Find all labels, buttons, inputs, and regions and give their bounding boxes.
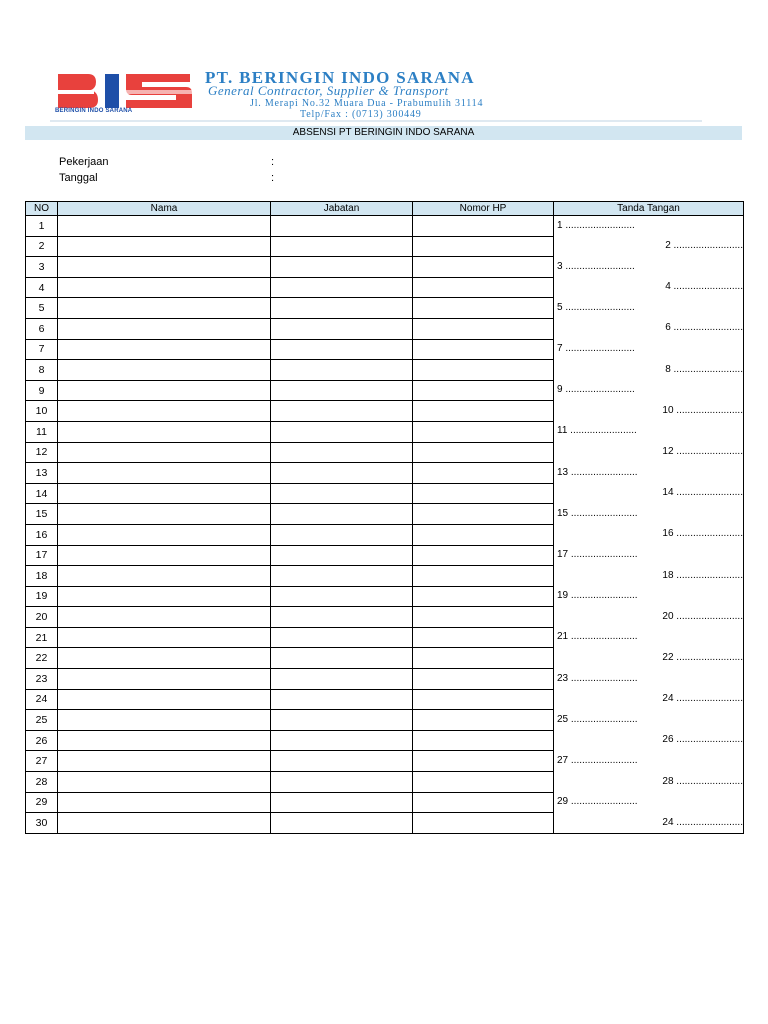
signature-line: 23 ........................ (557, 672, 638, 684)
table-row (26, 545, 744, 566)
table-row (26, 483, 744, 504)
nomor-hp-cell[interactable] (413, 586, 554, 607)
table-row (26, 504, 744, 525)
row-number: 5 (26, 298, 58, 319)
signature-cell[interactable] (554, 339, 744, 360)
signature-line: 21 ........................ (557, 631, 638, 643)
row-number: 25 (26, 710, 58, 731)
jabatan-cell[interactable] (271, 545, 413, 566)
signature-cell[interactable] (554, 730, 744, 751)
nama-cell[interactable] (58, 421, 271, 442)
nama-cell[interactable] (58, 648, 271, 669)
signature-cell[interactable] (554, 586, 744, 607)
nomor-hp-cell[interactable] (413, 730, 554, 751)
nomor-hp-cell[interactable] (413, 339, 554, 360)
signature-line: 15 ........................ (557, 507, 638, 519)
jabatan-cell[interactable] (271, 566, 413, 587)
nomor-hp-cell[interactable] (413, 648, 554, 669)
row-number: 22 (26, 648, 58, 669)
signature-line: 5 ......................... (557, 301, 635, 313)
row-number: 2 (26, 236, 58, 257)
nomor-hp-cell[interactable] (413, 298, 554, 319)
nomor-hp-cell[interactable] (413, 216, 554, 237)
signature-cell[interactable] (554, 648, 744, 669)
signature-cell[interactable] (554, 463, 744, 484)
signature-cell[interactable] (554, 751, 744, 772)
letterhead (45, 68, 707, 122)
signature-cell[interactable] (554, 792, 744, 813)
table-row (26, 669, 744, 690)
jabatan-cell[interactable] (271, 401, 413, 422)
signature-cell[interactable] (554, 566, 744, 587)
jabatan-cell[interactable] (271, 648, 413, 669)
row-number: 3 (26, 257, 58, 278)
nama-cell[interactable] (58, 483, 271, 504)
table-row (26, 257, 744, 278)
signature-line: 18 ........................ (662, 569, 743, 581)
jabatan-cell[interactable] (271, 380, 413, 401)
nomor-hp-cell[interactable] (413, 257, 554, 278)
nomor-hp-cell[interactable] (413, 483, 554, 504)
nomor-hp-cell[interactable] (413, 627, 554, 648)
nomor-hp-cell[interactable] (413, 380, 554, 401)
signature-line: 9 ......................... (557, 384, 635, 396)
nama-cell[interactable] (58, 401, 271, 422)
jabatan-cell[interactable] (271, 627, 413, 648)
row-number: 19 (26, 586, 58, 607)
table-row (26, 339, 744, 360)
table-row (26, 236, 744, 257)
company-telp: Telp/Fax : (0713) 300449 (300, 109, 422, 120)
row-number: 10 (26, 401, 58, 422)
header-nomor-hp: Nomor HP (413, 202, 554, 216)
signature-cell[interactable] (554, 710, 744, 731)
nomor-hp-cell[interactable] (413, 442, 554, 463)
table-row (26, 380, 744, 401)
signature-cell[interactable] (554, 277, 744, 298)
nama-cell[interactable] (58, 792, 271, 813)
signature-line: 27 ........................ (557, 754, 638, 766)
jabatan-cell[interactable] (271, 463, 413, 484)
nomor-hp-cell[interactable] (413, 421, 554, 442)
jabatan-cell[interactable] (271, 710, 413, 731)
row-number: 26 (26, 730, 58, 751)
signature-cell[interactable] (554, 298, 744, 319)
row-number: 14 (26, 483, 58, 504)
nama-cell[interactable] (58, 380, 271, 401)
row-number: 15 (26, 504, 58, 525)
nama-cell[interactable] (58, 627, 271, 648)
signature-line: 24 ........................ (662, 693, 743, 705)
nama-cell[interactable] (58, 772, 271, 793)
header-nama: Nama (58, 202, 271, 216)
jabatan-cell[interactable] (271, 421, 413, 442)
nomor-hp-cell[interactable] (413, 607, 554, 628)
signature-cell[interactable] (554, 442, 744, 463)
signature-line: 4 ......................... (665, 281, 743, 293)
signature-line: 2 ......................... (665, 240, 743, 252)
row-number: 27 (26, 751, 58, 772)
nama-cell[interactable] (58, 504, 271, 525)
row-number: 20 (26, 607, 58, 628)
jabatan-cell[interactable] (271, 318, 413, 339)
nomor-hp-cell[interactable] (413, 318, 554, 339)
document-title: ABSENSI PT BERINGIN INDO SARANA (25, 126, 742, 140)
nomor-hp-cell[interactable] (413, 689, 554, 710)
jabatan-cell[interactable] (271, 669, 413, 690)
signature-line: 7 ......................... (557, 343, 635, 355)
tanggal-label: Tanggal (59, 172, 98, 184)
nomor-hp-cell[interactable] (413, 710, 554, 731)
row-number: 13 (26, 463, 58, 484)
jabatan-cell[interactable] (271, 442, 413, 463)
table-row (26, 689, 744, 710)
signature-line: 17 ........................ (557, 549, 638, 560)
row-number: 24 (26, 689, 58, 710)
nomor-hp-cell[interactable] (413, 401, 554, 422)
table-row (26, 710, 744, 731)
table-row (26, 627, 744, 648)
company-address: Jl. Merapi No.32 Muara Dua - Prabumulih 31114 (250, 98, 484, 109)
nama-cell[interactable] (58, 751, 271, 772)
row-number: 1 (26, 216, 58, 237)
signature-line: 22 ........................ (662, 651, 743, 663)
nama-cell[interactable] (58, 566, 271, 587)
signature-cell[interactable] (554, 216, 744, 237)
tanggal-colon: : (271, 172, 275, 184)
jabatan-cell[interactable] (271, 483, 413, 504)
signature-cell[interactable] (554, 504, 744, 525)
row-number: 6 (26, 318, 58, 339)
logo-caption: BERINGIN INDO SARANA (55, 108, 133, 114)
nomor-hp-cell[interactable] (413, 751, 554, 772)
jabatan-cell[interactable] (271, 339, 413, 360)
signature-cell[interactable] (554, 689, 744, 710)
nama-cell[interactable] (58, 277, 271, 298)
jabatan-cell[interactable] (271, 360, 413, 381)
nama-cell[interactable] (58, 318, 271, 339)
table-row (26, 524, 744, 545)
signature-line: 28 ........................ (662, 775, 743, 787)
signature-cell[interactable] (554, 627, 744, 648)
nama-cell[interactable] (58, 710, 271, 731)
pekerjaan-label: Pekerjaan (59, 156, 109, 168)
signature-line: 20 ........................ (662, 610, 743, 622)
row-number: 8 (26, 360, 58, 381)
signature-line: 3 ......................... (557, 260, 635, 272)
jabatan-cell[interactable] (271, 277, 413, 298)
signature-line: 8 ......................... (665, 363, 743, 375)
jabatan-cell[interactable] (271, 216, 413, 237)
signature-line: 6 ......................... (665, 322, 743, 334)
nama-cell[interactable] (58, 524, 271, 545)
table-row (26, 216, 744, 237)
row-number: 21 (26, 627, 58, 648)
nama-cell[interactable] (58, 730, 271, 751)
nomor-hp-cell[interactable] (413, 813, 554, 834)
jabatan-cell[interactable] (271, 689, 413, 710)
nomor-hp-cell[interactable] (413, 772, 554, 793)
row-number: 28 (26, 772, 58, 793)
jabatan-cell[interactable] (271, 813, 413, 834)
nama-cell[interactable] (58, 669, 271, 690)
jabatan-cell[interactable] (271, 772, 413, 793)
table-row (26, 318, 744, 339)
table-row (26, 360, 744, 381)
nomor-hp-cell[interactable] (413, 277, 554, 298)
row-number: 23 (26, 669, 58, 690)
nomor-hp-cell[interactable] (413, 236, 554, 257)
signature-cell[interactable] (554, 483, 744, 504)
signature-line: 16 ........................ (662, 528, 743, 540)
table-row (26, 442, 744, 463)
nama-cell[interactable] (58, 607, 271, 628)
signature-line: 11 ........................ (557, 425, 637, 437)
jabatan-cell[interactable] (271, 257, 413, 278)
signature-cell[interactable] (554, 318, 744, 339)
signature-cell[interactable] (554, 669, 744, 690)
nomor-hp-cell[interactable] (413, 669, 554, 690)
signature-cell[interactable] (554, 360, 744, 381)
table-row (26, 772, 744, 793)
signature-cell[interactable] (554, 607, 744, 628)
row-number: 12 (26, 442, 58, 463)
table-row (26, 566, 744, 587)
table-row (26, 421, 744, 442)
table-row (26, 792, 744, 813)
header-tanda-tangan: Tanda Tangan (554, 202, 744, 216)
nomor-hp-cell[interactable] (413, 504, 554, 525)
signature-line: 14 ........................ (662, 487, 743, 499)
jabatan-cell[interactable] (271, 504, 413, 525)
table-row (26, 463, 744, 484)
header-no: NO (26, 202, 58, 216)
signature-cell[interactable] (554, 813, 744, 834)
jabatan-cell[interactable] (271, 730, 413, 751)
nomor-hp-cell[interactable] (413, 524, 554, 545)
signature-line: 13 ........................ (557, 466, 638, 478)
nama-cell[interactable] (58, 236, 271, 257)
signature-cell[interactable] (554, 421, 744, 442)
nama-cell[interactable] (58, 442, 271, 463)
signature-line: 24 ........................ (662, 816, 743, 828)
attendance-table (25, 201, 744, 834)
table-row (26, 648, 744, 669)
signature-line: 19 ........................ (557, 590, 638, 602)
signature-line: 12 ........................ (662, 446, 743, 458)
signature-line: 10 ........................ (662, 404, 743, 416)
company-name: PT. BERINGIN INDO SARANA (205, 68, 475, 87)
nama-cell[interactable] (58, 545, 271, 566)
row-number: 7 (26, 339, 58, 360)
nomor-hp-cell[interactable] (413, 463, 554, 484)
nomor-hp-cell[interactable] (413, 566, 554, 587)
table-header-row (26, 202, 744, 216)
table-row (26, 730, 744, 751)
nama-cell[interactable] (58, 463, 271, 484)
nama-cell[interactable] (58, 298, 271, 319)
jabatan-cell[interactable] (271, 792, 413, 813)
signature-line: 26 ........................ (662, 734, 743, 746)
jabatan-cell[interactable] (271, 298, 413, 319)
nama-cell[interactable] (58, 360, 271, 381)
nomor-hp-cell[interactable] (413, 545, 554, 566)
jabatan-cell[interactable] (271, 751, 413, 772)
jabatan-cell[interactable] (271, 586, 413, 607)
header-jabatan: Jabatan (271, 202, 413, 216)
table-row (26, 751, 744, 772)
nama-cell[interactable] (58, 813, 271, 834)
row-number: 16 (26, 524, 58, 545)
row-number: 4 (26, 277, 58, 298)
signature-line: 25 ........................ (557, 713, 638, 725)
row-number: 30 (26, 813, 58, 834)
nomor-hp-cell[interactable] (413, 792, 554, 813)
signature-cell[interactable] (554, 236, 744, 257)
signature-cell[interactable] (554, 257, 744, 278)
signature-cell[interactable] (554, 401, 744, 422)
nama-cell[interactable] (58, 257, 271, 278)
signature-cell[interactable] (554, 524, 744, 545)
signature-cell[interactable] (554, 380, 744, 401)
row-number: 18 (26, 566, 58, 587)
table-row (26, 401, 744, 422)
nomor-hp-cell[interactable] (413, 360, 554, 381)
table-row (26, 607, 744, 628)
signature-cell[interactable] (554, 545, 744, 566)
row-number: 29 (26, 792, 58, 813)
signature-cell[interactable] (554, 772, 744, 793)
jabatan-cell[interactable] (271, 524, 413, 545)
row-number: 17 (26, 545, 58, 566)
nama-cell[interactable] (58, 216, 271, 237)
signature-line: 29 ........................ (557, 796, 638, 808)
letterhead-divider (50, 120, 702, 122)
table-row (26, 813, 744, 834)
signature-line: 1 ......................... (557, 220, 635, 231)
nama-cell[interactable] (58, 689, 271, 710)
nama-cell[interactable] (58, 586, 271, 607)
nama-cell[interactable] (58, 339, 271, 360)
table-row (26, 277, 744, 298)
jabatan-cell[interactable] (271, 236, 413, 257)
table-row (26, 586, 744, 607)
pekerjaan-colon: : (271, 156, 275, 168)
row-number: 9 (26, 380, 58, 401)
company-subtitle: General Contractor, Supplier & Transport (208, 83, 449, 98)
jabatan-cell[interactable] (271, 607, 413, 628)
row-number: 11 (26, 421, 58, 442)
table-row (26, 298, 744, 319)
